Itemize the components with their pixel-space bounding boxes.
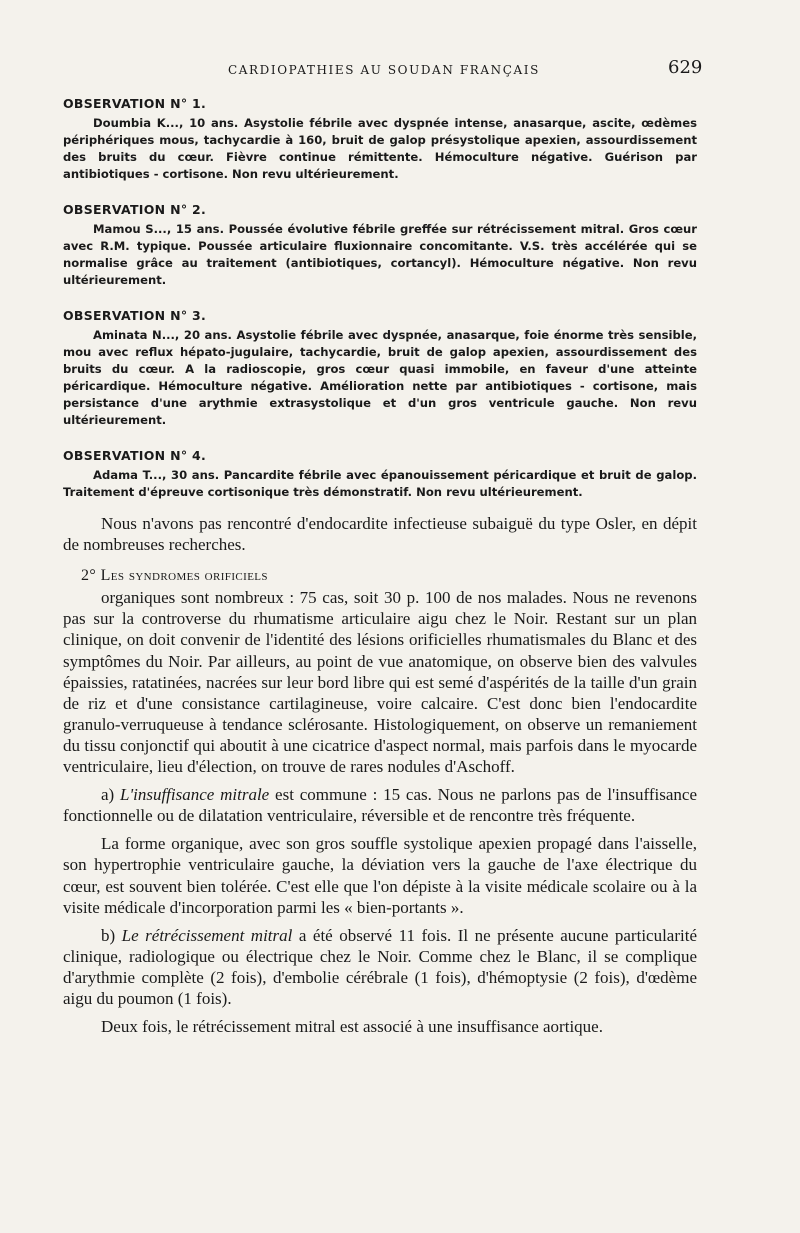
page-number: 629	[668, 57, 703, 78]
paragraph-insuffisance-mitrale	[63, 784, 697, 826]
observations-block	[63, 95, 697, 519]
paragraph-syndromes: organiques sont nombreux : 75 cas, soit 30 p. 100 de nos malades. Nous ne revenons pas sur la controverse du rhumatisme articulaire aigu chez le Noir. Restant sur un plan clinique, on doit convenir de l'identité des lésions orificielles rhumatismales du Blanc et des symptômes du Noir. Par ailleurs, au point de vue anatomique, on observe bien des valvules épaissies, ratatinées, nacrées sur leur bord libre qui est semé d'aspérités de la taille d'un grain de riz et d'une consistance cartilagineuse, voire calcaire. C'est donc bien l'endocardite granulo-verruqueuse à tendance sclérosante. Histologiquement, on observe un remaniement du tissu conjonctif qui aboutit à une cicatrice d'aspect normal, mais parfois dans le myocarde ventriculaire, lieu d'élection, on trouve de rares nodules d'Aschoff.	[63, 588, 697, 777]
item-text: est commune : 15 cas. Nous ne parlons pas de l'insuffisance fonctionnelle ou de dilatation ventriculaire, réversible et de rencontre très fréquente.	[63, 785, 697, 826]
observation-3	[63, 307, 697, 429]
paragraph-osler: Nous n'avons pas rencontré d'endocardite infectieuse subaiguë du type Osler, en dépit de nombreuses recherches.	[63, 514, 697, 555]
paragraph-forme-organique: La forme organique, avec son gros souffle systolique apexien propagé dans l'aisselle, son hypertrophie ventriculaire gauche, la déviation vers la gauche de l'axe électrique du cœur, est souvent bien tolérée. C'est elle que l'on dépiste à la visite médicale scolaire ou à la visite médicale d'incorporation parmi les « bien-portants ».	[63, 834, 697, 917]
observation-4	[63, 447, 697, 501]
item-title: L'insuffisance mitrale	[120, 785, 270, 805]
section-title: Les syndromes orificiels	[100, 567, 268, 585]
observation-heading: OBSERVATION N° 2.	[63, 202, 207, 217]
item-title: Le rétrécissement mitral	[121, 925, 293, 945]
running-header	[0, 57, 800, 80]
section-heading	[63, 565, 697, 586]
observation-heading: OBSERVATION N° 4.	[63, 448, 207, 463]
section-number: 2°	[81, 567, 97, 585]
observation-text: Doumbia K..., 10 ans. Asystolie fébrile avec dyspnée intense, anasarque, ascite, œdèmes périphériques mous, tachycardie à 160, bruit de galop présystolique apexien, assourdissement des bruits du cœur. Fièvre continue rémittente. Hémoculture négative. Guérison par antibiotiques - cortisone. Non revu ultérieurement.	[63, 116, 697, 181]
main-text	[63, 513, 697, 1044]
item-label: a)	[101, 785, 121, 805]
running-title: CARDIOPATHIES AU SOUDAN FRANÇAIS	[228, 63, 540, 77]
observation-heading: OBSERVATION N° 1.	[63, 96, 207, 111]
paragraph-insuffisance-aortique: Deux fois, le rétrécissement mitral est associé à une insuffisance aortique.	[101, 1017, 603, 1037]
observation-1	[63, 95, 697, 183]
item-text: a été observé 11 fois. Il ne présente aucune particularité clinique, radiologique ou électrique chez le Noir. Comme chez le Blanc, il se complique d'arythmie complète (2 fois), d'embolie cérébrale (1 fois), d'hémoptysie (2 fois), d'œdème aigu du poumon (1 fois).	[63, 925, 698, 1008]
observation-text: Aminata N..., 20 ans. Asystolie fébrile avec dyspnée, anasarque, foie énorme très sensible, mou avec reflux hépato-jugulaire, tachycardie, bruit de galop apexien, assourdissement des bruits du cœur. A la radioscopie, gros cœur quasi immobile, en faveur d'une atteinte péricardique. Hémoculture négative. Amélioration nette par antibiotiques - cortisone, mais persistance d'une arythmie extrasystolique et d'un gros ventricule gauche. Non revu ultérieurement.	[63, 328, 697, 427]
observation-2	[63, 201, 697, 289]
observation-heading: OBSERVATION N° 3.	[63, 308, 207, 323]
observation-text: Mamou S..., 15 ans. Poussée évolutive fébrile greffée sur rétrécissement mitral. Gros cœur avec R.M. typique. Poussée articulaire fluxionnaire concomitante. V.S. très accélérée qui se normalise grâce au traitement (antibiotiques, cortancyl). Hémoculture négative. Non revu ultérieurement.	[63, 222, 697, 287]
item-label: b)	[101, 925, 122, 945]
paragraph-retrecissement-mitral	[63, 925, 697, 1009]
observation-text: Adama T..., 30 ans. Pancardite fébrile avec épanouissement péricardique et bruit de galop. Traitement d'épreuve cortisonique très démonstratif. Non revu ultérieurement.	[63, 468, 697, 499]
